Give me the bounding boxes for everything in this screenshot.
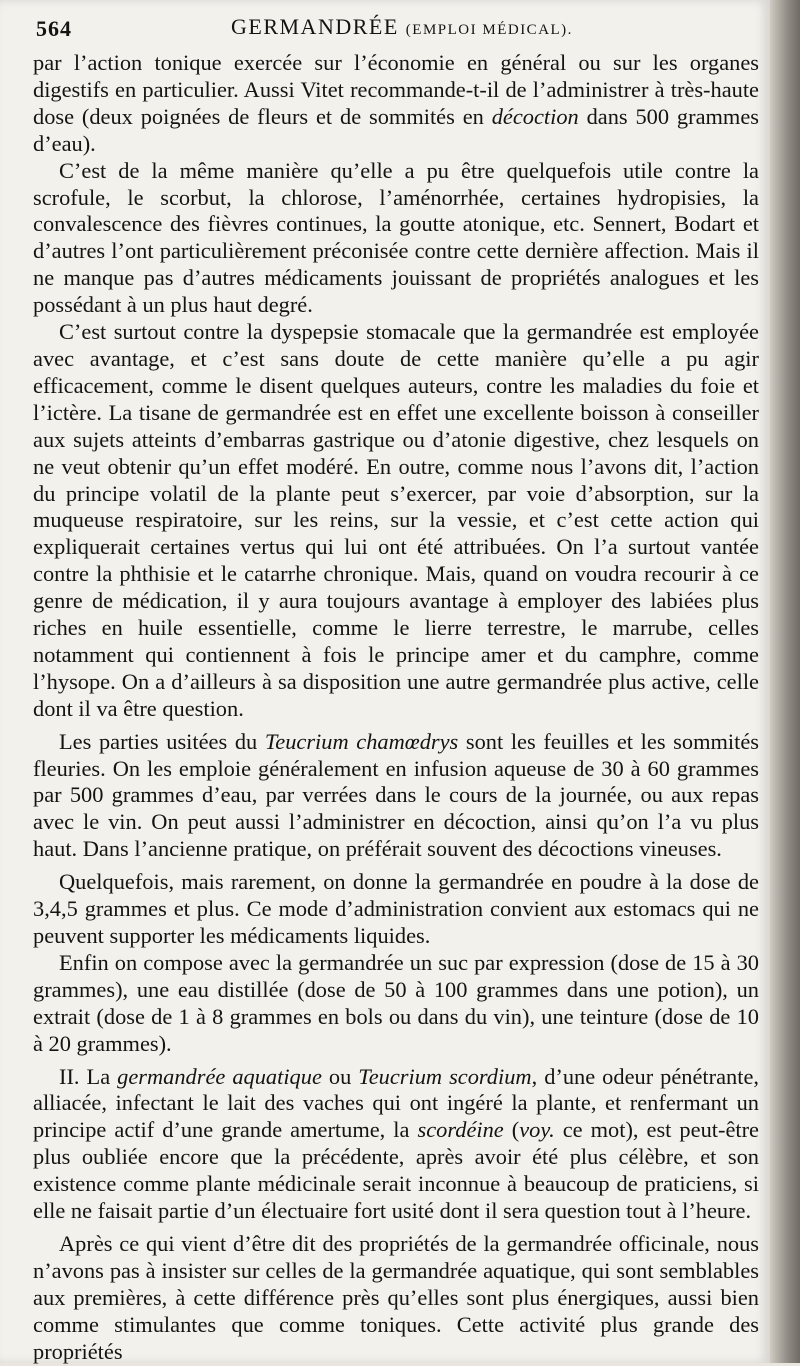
paragraph-7: II. La germandrée aquatique ou Teucrium scordium, d’une odeur pénétrante, alliacée, infectant le lait des vaches qui ont ingéré la plante, et renfermant un principe actif d’une grande amertume, la scordéine (voy. ce mot), est peut-être plus oubliée encore que la précédente, après avoir été plus célèbre, et son existence comme plante médicinale serait inconnue à beaucoup de praticiens, si elle ne faisait partie d’un électuaire fort usité dont il sera question tout à l’heure.	[33, 1063, 759, 1224]
running-title-main: GERMANDRÉE	[231, 14, 399, 39]
paragraph-6: Enfin on compose avec la germandrée un suc par expression (dose de 15 à 30 grammes), une eau distillée (dose de 50 à 100 grammes dans une potion), un extrait (dose de 1 à 8 grammes en bols ou dans du vin), une teinture (dose de 10 à 20 grammes).	[33, 949, 759, 1056]
paragraph-5: Quelquefois, mais rarement, on donne la germandrée en poudre à la dose de 3,4,5 grammes et plus. Ce mode d’administration convient aux estomacs qui ne peuvent supporter les médicaments liquides.	[33, 869, 759, 948]
paragraph-3: C’est surtout contre la dyspepsie stomacale que la germandrée est employée avec avantage, et c’est sans doute de cette manière qu’elle a pu agir efficacement, comme le disent quelques auteurs, contre les maladies du foie et l’ictère. La tisane de germandrée est en effet une excellente boisson à conseiller aux sujets atteints d’embarras gastrique ou d’atonie digestive, chez lesquels on ne veut obtenir qu’un effet modéré. En outre, comme nous l’avons dit, l’action du principe volatil de la plante peut s’exercer, par voie d’absorption, sur la muqueuse respiratoire, sur les reins, sur la vessie, et c’est cette action qui expliquerait certaines vertus qui lui ont été attribuées. On l’a surtout vantée contre la phthisie et le catarrhe chronique. Mais, quand on voudra recourir à ce genre de médication, il y aura toujours avantage à employer des labiées plus riches en huile essentielle, comme le lierre terrestre, le marrube, celles notamment qui contiennent à fois le principe amer et du camphre, comme l’hysope. On a d’ailleurs à sa disposition une autre germandrée plus active, celle dont il va être question.	[33, 319, 759, 721]
running-header	[36, 14, 756, 44]
paragraph-8: Après ce qui vient d’être dit des propriétés de la germandrée officinale, nous n’avons pas à insister sur celles de la germandrée aquatique, qui sont semblables aux premières, à cette différence près qu’elles sont plus énergiques, aussi bien comme stimulantes que comme toniques. Cette activité plus grande des propriétés	[33, 1230, 759, 1364]
book-spine-shadow	[770, 0, 800, 1363]
running-title	[231, 14, 573, 40]
paragraph-1: par l’action tonique exercée sur l’économie en général ou sur les organes digestifs en particulier. Aussi Vitet recommande-t-il de l’administrer à très-haute dose (deux poignées de fleurs et de sommités en décoction dans 500 grammes d’eau).	[33, 50, 759, 156]
running-title-subtitle: (EMPLOI MÉDICAL).	[405, 22, 573, 38]
paragraph-4: Les parties usitées du Teucrium chamœdrys sont les feuilles et les sommités fleuries. On les emploie généralement en infusion aqueuse de 30 à 60 grammes par 500 grammes d’eau, par verrées dans le cours de la journée, ou aux repas avec le vin. On peut aussi l’administrer en décoction, ainsi qu’on l’a vu plus haut. Dans l’ancienne pratique, on préférait souvent des décoctions vineuses.	[33, 728, 759, 862]
body-text	[33, 50, 759, 1366]
page-number: 564	[36, 16, 72, 41]
paragraph-2: C’est de la même manière qu’elle a pu être quelquefois utile contre la scrofule, le scorbut, la chlorose, l’aménorrhée, certaines hydropisies, la convalescence des fièvres continues, la goutte atonique, etc. Sennert, Bodart et d’autres l’ont particulièrement préconisée contre cette dernière affection. Mais il ne manque pas d’autres médicaments jouissant de propriétés analogues et les possédant à un plus haut degré.	[33, 157, 759, 318]
